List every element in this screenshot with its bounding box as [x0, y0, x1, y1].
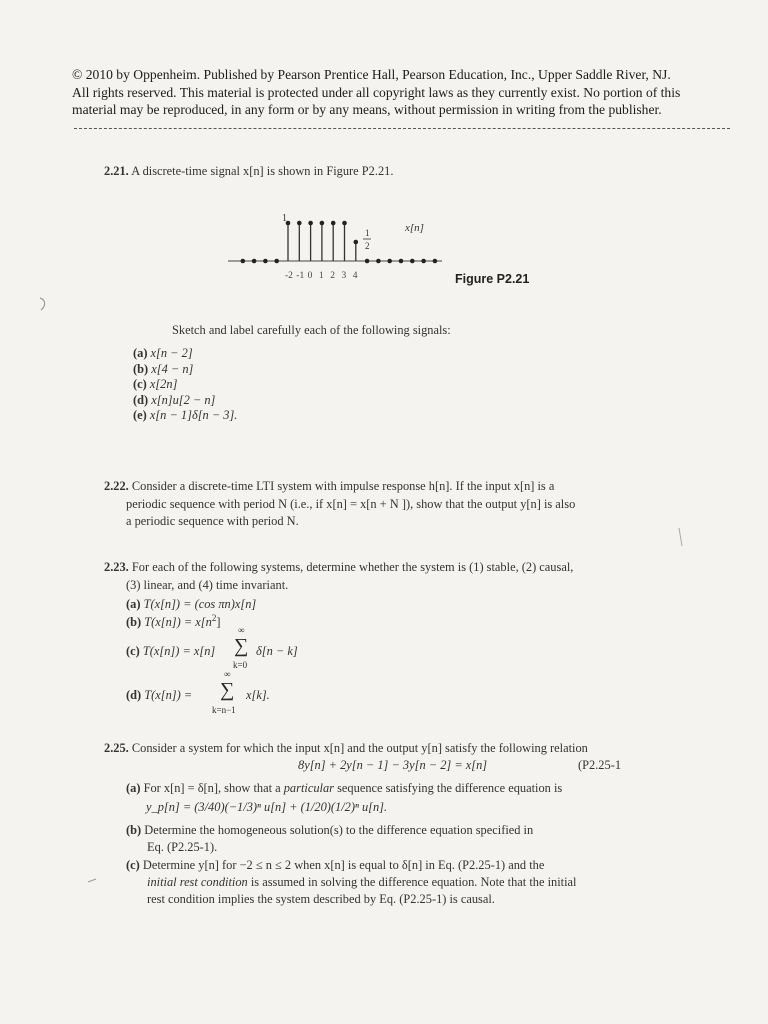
sum-upper-limit: ∞: [224, 669, 231, 679]
copyright-notice: [72, 66, 732, 119]
part-text: Eq. (P2.25-1).: [147, 840, 218, 854]
copyright-line-3: material may be reproduced, in any form or by any means, without permission in writing from the publisher.: [72, 102, 662, 118]
part-text: is assumed in solving the difference equation. Note that the initial: [250, 875, 577, 889]
problem-2-21-statement: [104, 163, 393, 179]
part-label: (a): [126, 781, 141, 795]
exponent: 2: [211, 613, 217, 623]
n-tick-label: -2: [285, 271, 293, 281]
n-tick-label: 2: [330, 271, 335, 281]
problem-2-22-statement: [104, 478, 575, 531]
problem-number: 2.25.: [104, 741, 129, 755]
problem-2-25-part-a: [126, 780, 562, 816]
part-expression-end: ]: [216, 615, 221, 630]
sample-point: [376, 259, 381, 264]
sketch-part-item: [133, 362, 237, 378]
equation-reference: (P2.25-1: [578, 758, 622, 772]
problem-2-25-statement: [104, 740, 588, 756]
part-expression: T(x[n]) = x[n]: [142, 644, 216, 658]
part-text: Determine the homogeneous solution(s) to the difference equation specified in: [144, 823, 534, 837]
problem-number: 2.23.: [104, 560, 129, 574]
part-label: (d): [133, 392, 152, 407]
sample-point: [387, 259, 392, 264]
part-label: (b): [126, 615, 142, 630]
instruction-text: Sketch and label carefully each of the following signals:: [172, 323, 451, 337]
problem-line-3: a periodic sequence with period N.: [126, 514, 299, 528]
part-label: (b): [126, 823, 142, 837]
margin-scan-mark: [36, 296, 50, 312]
part-text: sequence satisfying the difference equation is: [337, 781, 563, 795]
part-label: (c): [133, 377, 150, 391]
figure-p2-21-stem-plot: [220, 205, 460, 285]
part-text: Determine y[n] for −2 ≤ n ≤ 2 when x[n] is equal to δ[n] in Eq. (P2.25-1) and the: [142, 858, 545, 872]
sample-point: [354, 240, 359, 245]
copyright-line-2: All rights reserved. This material is protected under all copyright laws as they currently exist. No portion of this: [72, 84, 681, 100]
sketch-part-item: [133, 408, 237, 424]
margin-scan-mark: [86, 876, 98, 886]
part-label: (c): [126, 644, 140, 658]
difference-equation: 8y[n] + 2y[n − 1] − 3y[n − 2] = x[n]: [298, 758, 488, 772]
sample-point: [342, 221, 347, 226]
problem-2-25-part-c: [126, 857, 576, 908]
part-text: For x[n] = δ[n], show that a: [143, 781, 281, 795]
n-tick-label: 3: [341, 271, 347, 281]
figure-caption: Figure P2.21: [455, 272, 530, 286]
part-b: [126, 613, 220, 631]
sketch-part-item: [133, 346, 237, 362]
sample-point: [297, 221, 302, 226]
problem-text: A discrete-time signal x[n] is shown in Figure P2.21.: [131, 164, 394, 178]
part-expression-end: x[k].: [246, 688, 270, 702]
amplitude-half-numerator: 1: [365, 228, 370, 238]
copyright-line-1: © 2010 by Oppenheim. Published by Pearson Prentice Hall, Pearson Education, Inc., Upper Saddle River, NJ.: [72, 67, 671, 82]
particular-solution-formula: y_p[n] = (3/40)(−1/3)ⁿ u[n] + (1/20)(1/2)ⁿ u[n].: [146, 800, 388, 814]
sample-point: [410, 259, 415, 264]
problem-line-1: For each of the following systems, determine whether the system is (1) stable, (2) causal,: [131, 560, 574, 574]
part-text: rest condition implies the system described by Eq. (P2.25-1) is causal.: [147, 892, 495, 906]
sample-point: [320, 221, 325, 226]
part-expression: T(x[n]) = (cos πn)x[n]: [143, 597, 257, 611]
sample-point: [241, 259, 246, 264]
margin-scan-mark: [676, 526, 686, 548]
part-label: (e): [133, 408, 150, 422]
sample-point: [433, 259, 438, 264]
sample-point: [421, 259, 426, 264]
part-expression: x[n]u[2 − n]: [151, 392, 216, 407]
part-expression: T(x[n]) =: [144, 688, 193, 702]
sample-point: [274, 259, 279, 264]
amplitude-one-label: 1: [282, 213, 287, 224]
part-label: (b): [133, 361, 152, 376]
header-divider: [74, 128, 730, 129]
problem-line-1: Consider a system for which the input x[n] and the output y[n] satisfy the following relation: [131, 741, 588, 755]
sum-upper-limit: ∞: [238, 625, 245, 635]
problem-2-21-parts: [133, 346, 237, 424]
part-expression: x[4 − n]: [151, 361, 194, 376]
part-c: [126, 644, 215, 660]
sum-lower-limit: k=0: [233, 660, 248, 670]
sample-point: [365, 259, 370, 264]
part-label: (d): [126, 688, 142, 702]
part-expression: x[n − 2]: [150, 346, 193, 360]
sample-point: [252, 259, 257, 264]
sample-point: [399, 259, 404, 264]
part-label: (a): [133, 346, 151, 360]
n-tick-label: 4: [352, 271, 358, 281]
sample-point: [263, 259, 268, 264]
n-tick-label: 1: [318, 271, 324, 281]
n-tick-label: -1: [296, 271, 305, 281]
problem-line-2: (3) linear, and (4) time invariant.: [126, 577, 289, 592]
problem-2-25-part-b: [126, 822, 533, 856]
part-label: (a): [126, 597, 141, 611]
sample-point: [308, 221, 313, 226]
sum-lower-limit: k=n−1: [212, 705, 236, 715]
problem-number: 2.21.: [104, 164, 129, 178]
part-a: [126, 597, 256, 613]
n-tick-label: 0: [307, 271, 313, 281]
part-d: [126, 688, 192, 704]
part-label: (c): [126, 858, 140, 872]
sketch-part-item: [133, 393, 237, 409]
summation-sign: ∑: [234, 635, 249, 657]
sketch-part-item: [133, 377, 237, 393]
problem-number: 2.22.: [104, 479, 129, 493]
amplitude-half-denominator: 2: [365, 241, 370, 251]
problem-2-23-statement: [104, 559, 573, 594]
part-text-italic: initial rest condition: [147, 875, 248, 889]
part-text-italic: particular: [283, 781, 334, 795]
part-expression-end: δ[n − k]: [256, 644, 298, 658]
part-expression: T(x[n]) = x[n: [144, 615, 212, 630]
part-expression: x[2n]: [149, 377, 178, 391]
summation-sign: ∑: [220, 679, 235, 701]
sample-point: [331, 221, 336, 226]
signal-label: x[n]: [405, 222, 424, 234]
part-expression: x[n − 1]δ[n − 3].: [149, 408, 238, 422]
problem-line-2: periodic sequence with period N (i.e., if x[n] = x[n + N ]), show that the output y[n] is also: [126, 496, 576, 511]
problem-line-1: Consider a discrete-time LTI system with impulse response h[n]. If the input x[n] is a: [131, 479, 555, 493]
